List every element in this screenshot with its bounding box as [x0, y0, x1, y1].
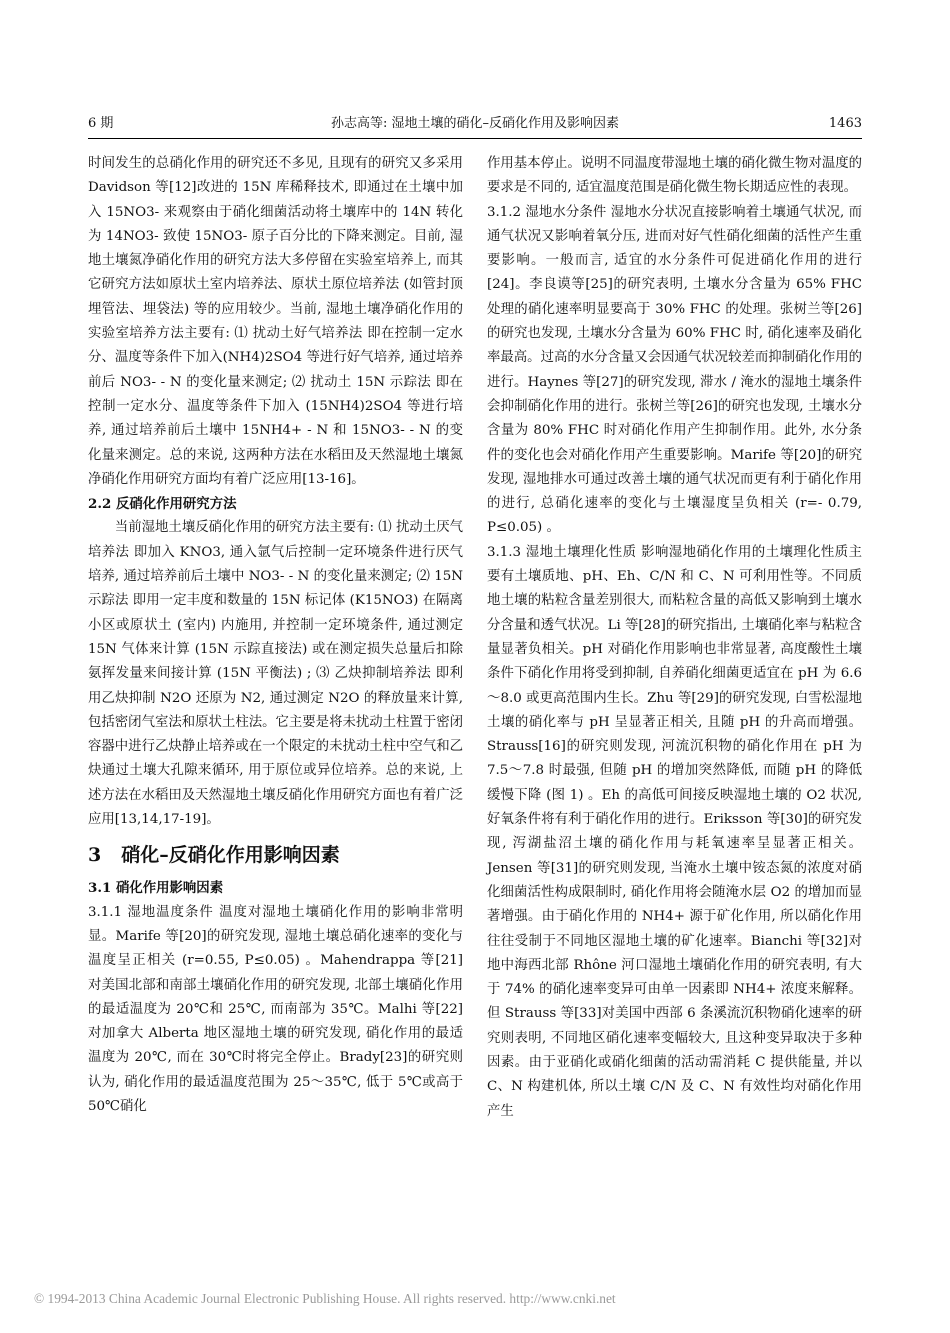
- section-number: 3.1: [88, 880, 112, 897]
- page-number: 1463: [828, 116, 862, 131]
- left-column: [88, 152, 463, 1119]
- paragraph: 3.1.2 湿地水分条件 湿地水分状况直接影响着土壤通气状况, 而通气状况又影响着氧分压, 进而对好气性硝化细菌的活性产生重要影响。一般而言, 适宜的水分条件可促进硝化作用的进行[24]。李良谟等[25]的研究表明, 土壤水分含量为 65% FHC 处理的硝化速率明显要高于 30% FHC 的处理。张树兰等[26]的研究也发现, 土壤水分含量为 60% FHC 时, 硝化速率及硝化率最高。过高的水分含量又会因通气状况较差而抑制硝化作用的进行。Haynes 等[27]的研究发现, 滞水 / 淹水的湿地土壤条件会抑制硝化作用的进行。张树兰等[26]的研究也发现, 土壤水分含量为 80% FHC 时对硝化作用产生抑制作用。此外, 水分条件的变化也会对硝化作用产生重要影响。Marife 等[20]的研究发现, 湿地排水可通过改善土壤的通气状况而更有利于硝化作用的进行, 总硝化速率的变化与土壤湿度呈负相关 (r=- 0.79, P≤0.05) 。: [487, 204, 862, 536]
- section-title: 反硝化作用研究方法: [115, 496, 237, 513]
- running-title: 孙志高等: 湿地土壤的硝化–反硝化作用及影响因素: [330, 116, 619, 131]
- issue-label: 6 期: [88, 116, 114, 131]
- section-title: 硝化作用影响因素: [115, 880, 224, 897]
- right-column: [487, 152, 862, 1124]
- running-header: [88, 113, 862, 135]
- section-heading-2-2: [88, 492, 463, 516]
- section-heading-3-1: [88, 876, 463, 900]
- paragraph: 当前湿地土壤反硝化作用的研究方法主要有: ⑴ 扰动土厌气培养法 即加入 KNO3, 通入氩气后控制一定环境条件进行厌气培养, 通过培养前后土壤中 NO3- - N 的变化量来测定; ⑵ 15N 示踪法 即用一定丰度和数量的 15N 标记体 (K15NO3) 在隔离小区或原状土 (室内) 内施用, 并控制一定环境条件, 通过测定 15N 气体来计算 (15N 示踪直接法) 或在测定损失总量后扣除氨挥发量来间接计算 (15N 平衡法) ; ⑶ 乙炔抑制培养法 即利用乙炔抑制 N2O 还原为 N2, 通过测定 N2O 的释放量来计算, 包括密闭气室法和原状土柱法。它主要是将未扰动土柱置于密闭容器中进行乙炔静止培养或在一个限定的未扰动土柱中空气和乙炔通过土壤大孔隙来循环, 用于原位或异位培养。总的来说, 上述方法在水稻田及天然湿地土壤反硝化作用研究方面也有着广泛应用[13,14,17-19]。: [88, 520, 463, 828]
- paragraph: 3.1.3 湿地土壤理化性质 影响湿地硝化作用的土壤理化性质主要有土壤质地、pH、Eh、C/N 和 C、N 可利用性等。不同质地土壤的粘粒含量差别很大, 而粘粒含量的高低又影响到土壤水分含量和透气状况。Li 等[28]的研究指出, 土壤硝化率与粘粒含量显著负相关。pH 对硝化作用影响也非常显著, 高度酸性土壤条件下硝化作用将受到抑制, 自养硝化细菌更适宜在 pH 为 6.6～8.0 或更高范围内生长。Zhu 等[29]的研究发现, 白雪松湿地土壤的硝化率与 pH 呈显著正相关, 且随 pH 的升高而增强。Strauss[16]的研究则发现, 河流沉积物的硝化作用在 pH 为 7.5～7.8 时最强, 但随 pH 的增加突然降低, 而随 pH 的降低缓慢下降 (图 1) 。Eh 的高低可间接反映湿地土壤的 O2 状况, 好氧条件将有利于硝化作用的进行。Eriksson 等[30]的研究发现, 泻湖盐沼土壤的硝化作用与耗氧速率呈显著正相关。Jensen 等[31]的研究则发现, 当淹水土壤中铵态氮的浓度对硝化细菌活性构成限制时, 硝化作用将会随淹水层 O2 的增加而显著增强。由于硝化作用的 NH4+ 源于矿化作用, 所以硝化作用往往受制于不同地区湿地土壤的矿化速率。Bianchi 等[32]对地中海西北部 Rhône 河口湿地土壤硝化作用的研究表明, 有大于 74% 的硝化速率变异可由单一因素即 NH4+ 浓度来解释。但 Strauss 等[33]对美国中西部 6 条溪流沉积物硝化速率的研究则表明, 不同地区硝化速率变幅较大, 且这种变异取决于多种因素。由于亚硝化或硝化细菌的活动需消耗 C 提供能量, 并以 C、N 构建机体, 所以土壤 C/N 及 C、N 有效性均对硝化作用产生: [487, 544, 862, 1119]
- section-number: 3: [88, 844, 102, 867]
- copyright-footer: © 1994-2013 China Academic Journal Electronic Publishing House. All rights reserved. http://www.cnki.net: [34, 1291, 616, 1306]
- header-rule: [88, 138, 862, 139]
- section-heading-3: [88, 840, 463, 870]
- section-title: 硝化–反硝化作用影响因素: [121, 844, 340, 867]
- paragraph: 3.1.1 湿地温度条件 温度对湿地土壤硝化作用的影响非常明显。Marife 等[20]的研究发现, 湿地土壤总硝化速率的变化与温度呈正相关 (r=0.55, P≤0.05) 。Mahendrappa 等[21] 对美国北部和南部土壤硝化作用的研究发现, 北部土壤硝化作用的最适温度为 20℃和 25℃, 而南部为 35℃。Malhi 等[22]对加拿大 Alberta 地区湿地土壤的研究发现, 硝化作用的最适温度为 20℃, 而在 30℃时将完全停止。Brady[23]的研究则认为, 硝化作用的最适温度范围为 25～35℃, 低于 5℃或高于 50℃硝化: [88, 904, 463, 1114]
- paragraph: 时间发生的总硝化作用的研究还不多见, 且现有的研究又多采用 Davidson 等[12]改进的 15N 库稀释技术, 即通过在土壤中加入 15NO3- 来观察由于硝化细菌活动将土壤库中的 14N 转化为 14NO3- 致使 15NO3- 原子百分比的下降来测定。目前, 湿地土壤氮净硝化作用的研究方法大多停留在实验室培养上, 而其它研究方法如原状土室内培养法、原状土原位培养法 (如管封顶埋管法、埋袋法) 等的应用较少。当前, 湿地土壤净硝化作用的实验室培养方法主要有: ⑴ 扰动土好气培养法 即在控制一定水分、温度等条件下加入(NH4)2SO4 等进行好气培养, 通过培养前后 NO3- - N 的变化量来测定; ⑵ 扰动土 15N 示踪法 即在控制一定水分、温度等条件下加入 (15NH4)2SO4 等进行培养, 通过培养前后土壤中 15NH4+ - N 和 15NO3- - N 的变化量来测定。总的来说, 这两种方法在水稻田及天然湿地土壤氮净硝化作用研究方面均有着广泛应用[13-16]。: [88, 156, 463, 487]
- paragraph: 作用基本停止。说明不同温度带湿地土壤的硝化微生物对温度的要求是不同的, 适宜温度范围是硝化微生物长期适应性的表现。: [487, 156, 862, 196]
- section-number: 2.2: [88, 496, 112, 513]
